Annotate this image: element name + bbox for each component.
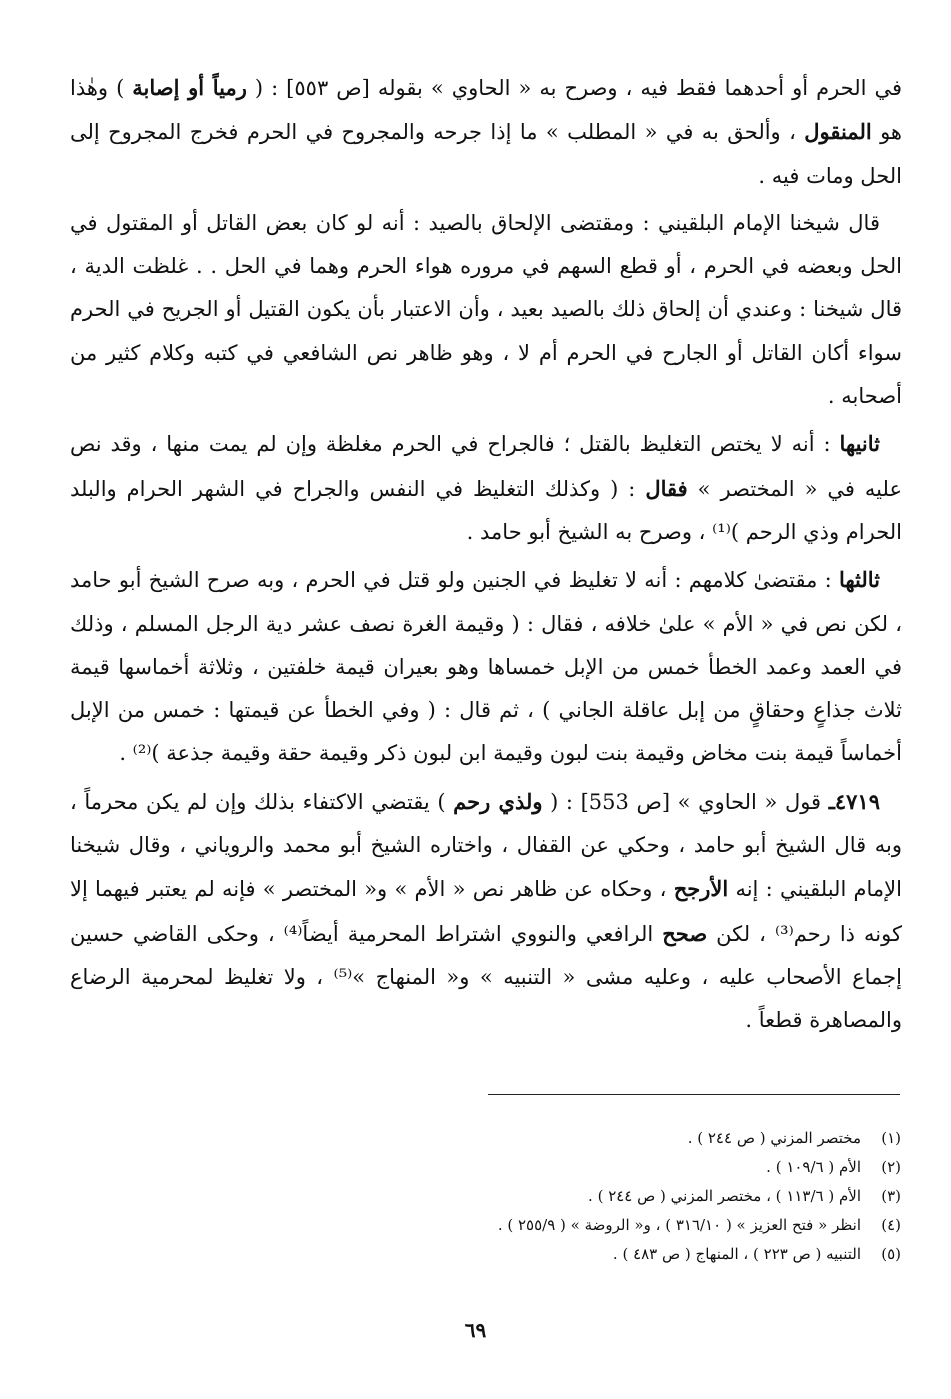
text-run: قول « الحاوي » [ص 553] : ( <box>542 789 829 814</box>
bold-term: المنقول <box>804 119 872 145</box>
page-number: ٦٩ <box>464 1318 487 1342</box>
paragraph-p4 <box>70 558 902 775</box>
footnote-number: (٥) <box>881 1245 901 1263</box>
bold-term: فقال <box>645 475 688 501</box>
bold-term: الأرجح <box>673 876 729 902</box>
bold-term: ٤٧١٩ـ <box>828 788 880 814</box>
text-run: : أنه لا يختص التغليظ بالقتل ؛ فالجراح في الحرم مغلظة وإن لم يمت منها ، وقد نص عليه في « المختصر » <box>70 432 903 501</box>
footnote-number: (١) <box>881 1129 901 1147</box>
footnote-item <box>81 1211 901 1240</box>
text-run: قال شيخنا الإمام البلقيني : ومقتضى الإلحاق بالصيد : أنه لو كان بعض القاتل أو المقتول في الحل وبعضه في الحرم ، أو قطع السهم في مروره هواء الحرم وهما في الحل . . غلظت الدية ، قال شيخنا : وعندي أن إلحاق ذلك بالصيد بعيد ، وأن الاعتبار بأن يكون القتيل أو الجريح في الحرم سواء أكان القاتل أو الجارح في الحرم أم لا ، وهو ظاهر نص الشافعي في كتبه وكلام كثير من أصحابه . <box>70 210 902 409</box>
paragraph-p2 <box>70 202 902 418</box>
bold-term: ثالثها <box>838 567 880 593</box>
footnote-number: (٣) <box>881 1187 901 1205</box>
bold-term: ولذي رحم <box>453 788 543 814</box>
footnote-text: التنبيه ( ص ٢٢٣ ) ، المنهاج ( ص ٤٨٣ ) . <box>612 1245 861 1263</box>
bold-term: صحح <box>662 920 708 946</box>
text-run: ) يقتضي الاكتفاء بذلك وإن لم يكن محرماً ، وبه قال الشيخ أبو حامد ، وحكي عن القفال ، واختاره الشيخ أبو محمد والروياني ، وقال شيخنا الإمام البلقيني : إنه <box>70 789 902 902</box>
footnote-text: انظر « فتح العزيز » ( ٣١٦/١٠ ) ، و« الروضة » ( ٢٥٥/٩ ) . <box>497 1216 861 1234</box>
paragraph-p1 <box>70 66 902 198</box>
footnote-text: مختصر المزني ( ص ٢٤٤ ) . <box>687 1129 861 1147</box>
footnote-text: الأم ( ١١٣/٦ ) ، مختصر المزني ( ص ٢٤٤ ) . <box>588 1187 861 1205</box>
footnote-separator <box>488 1094 900 1095</box>
footnote-number: (٢) <box>881 1158 901 1176</box>
footnote-item <box>81 1182 901 1211</box>
text-run: في الحرم أو أحدهما فقط فيه ، وصرح به « الحاوي » بقوله [ص ٥٥٣] : ( <box>246 76 903 100</box>
footnote-item <box>81 1124 901 1153</box>
text-run: ، وحكاه عن ظاهر نص « الأم » و« المختصر » فإنه لم يعتبر فيهما إلا كونه ذا رحم⁽³⁾ ، لكن <box>70 877 902 946</box>
bold-term: ثانيها <box>839 431 880 457</box>
main-text <box>70 66 902 1047</box>
footnote-text: الأم ( ١٠٩/٦ ) . <box>766 1158 861 1176</box>
footnote-item <box>81 1153 901 1182</box>
footnote-item <box>81 1240 901 1269</box>
paragraph-p5 <box>70 780 902 1043</box>
paragraph-p3 <box>70 422 902 554</box>
bold-term: رمياً أو إصابة <box>132 75 247 100</box>
text-run: ) وهٰذا هو <box>70 76 902 145</box>
text-run: : مقتضىٰ كلامهم : أنه لا تغليظ في الجنين ولو قتل في الحرم ، وبه صرح الشيخ أبو حامد ، لكن نص في « الأم » علىٰ خلافه ، فقال : ( وقيمة الغرة نصف عشر دية الرجل المسلم ، وذلك في العمد وعمد الخطأ خمس من الإبل خمساها وهو بعيران قيمة خلفتين ، وثلاثة أخماسها قيمة ثلاث جذاعٍ وحقاقٍ من إبل عاقلة الجاني ) ، ثم قال : ( وفي الخطأ عن قيمتها : خمس من الإبل أخماساً قيمة بنت مخاض وقيمة بنت لبون وقيمة ابن لبون ذكر وقيمة حقة وقيمة جذعة )⁽²⁾ . <box>70 568 902 766</box>
text-run: : ( وكذلك التغليظ في النفس والجراح في الشهر الحرام والبلد الحرام وذي الرحم )⁽¹⁾ ، وصرح به الشيخ أبو حامد . <box>70 476 902 544</box>
footnote-number: (٤) <box>881 1216 901 1234</box>
footnotes <box>81 1124 901 1269</box>
text-run: ، وألحق به في « المطلب » ما إذا جرحه والمجروح في الحرم فخرج المجروح إلى الحل ومات فيه . <box>70 120 902 188</box>
text-run: الرافعي والنووي اشتراط المحرمية أيضاً⁽⁴⁾ ، وحكى القاضي حسين إجماع الأصحاب عليه ، وعليه مشى « التنبيه » و« المنهاج »⁽⁵⁾ ، ولا تغليظ لمحرمية الرضاع والمصاهرة قطعاً . <box>70 921 903 1033</box>
